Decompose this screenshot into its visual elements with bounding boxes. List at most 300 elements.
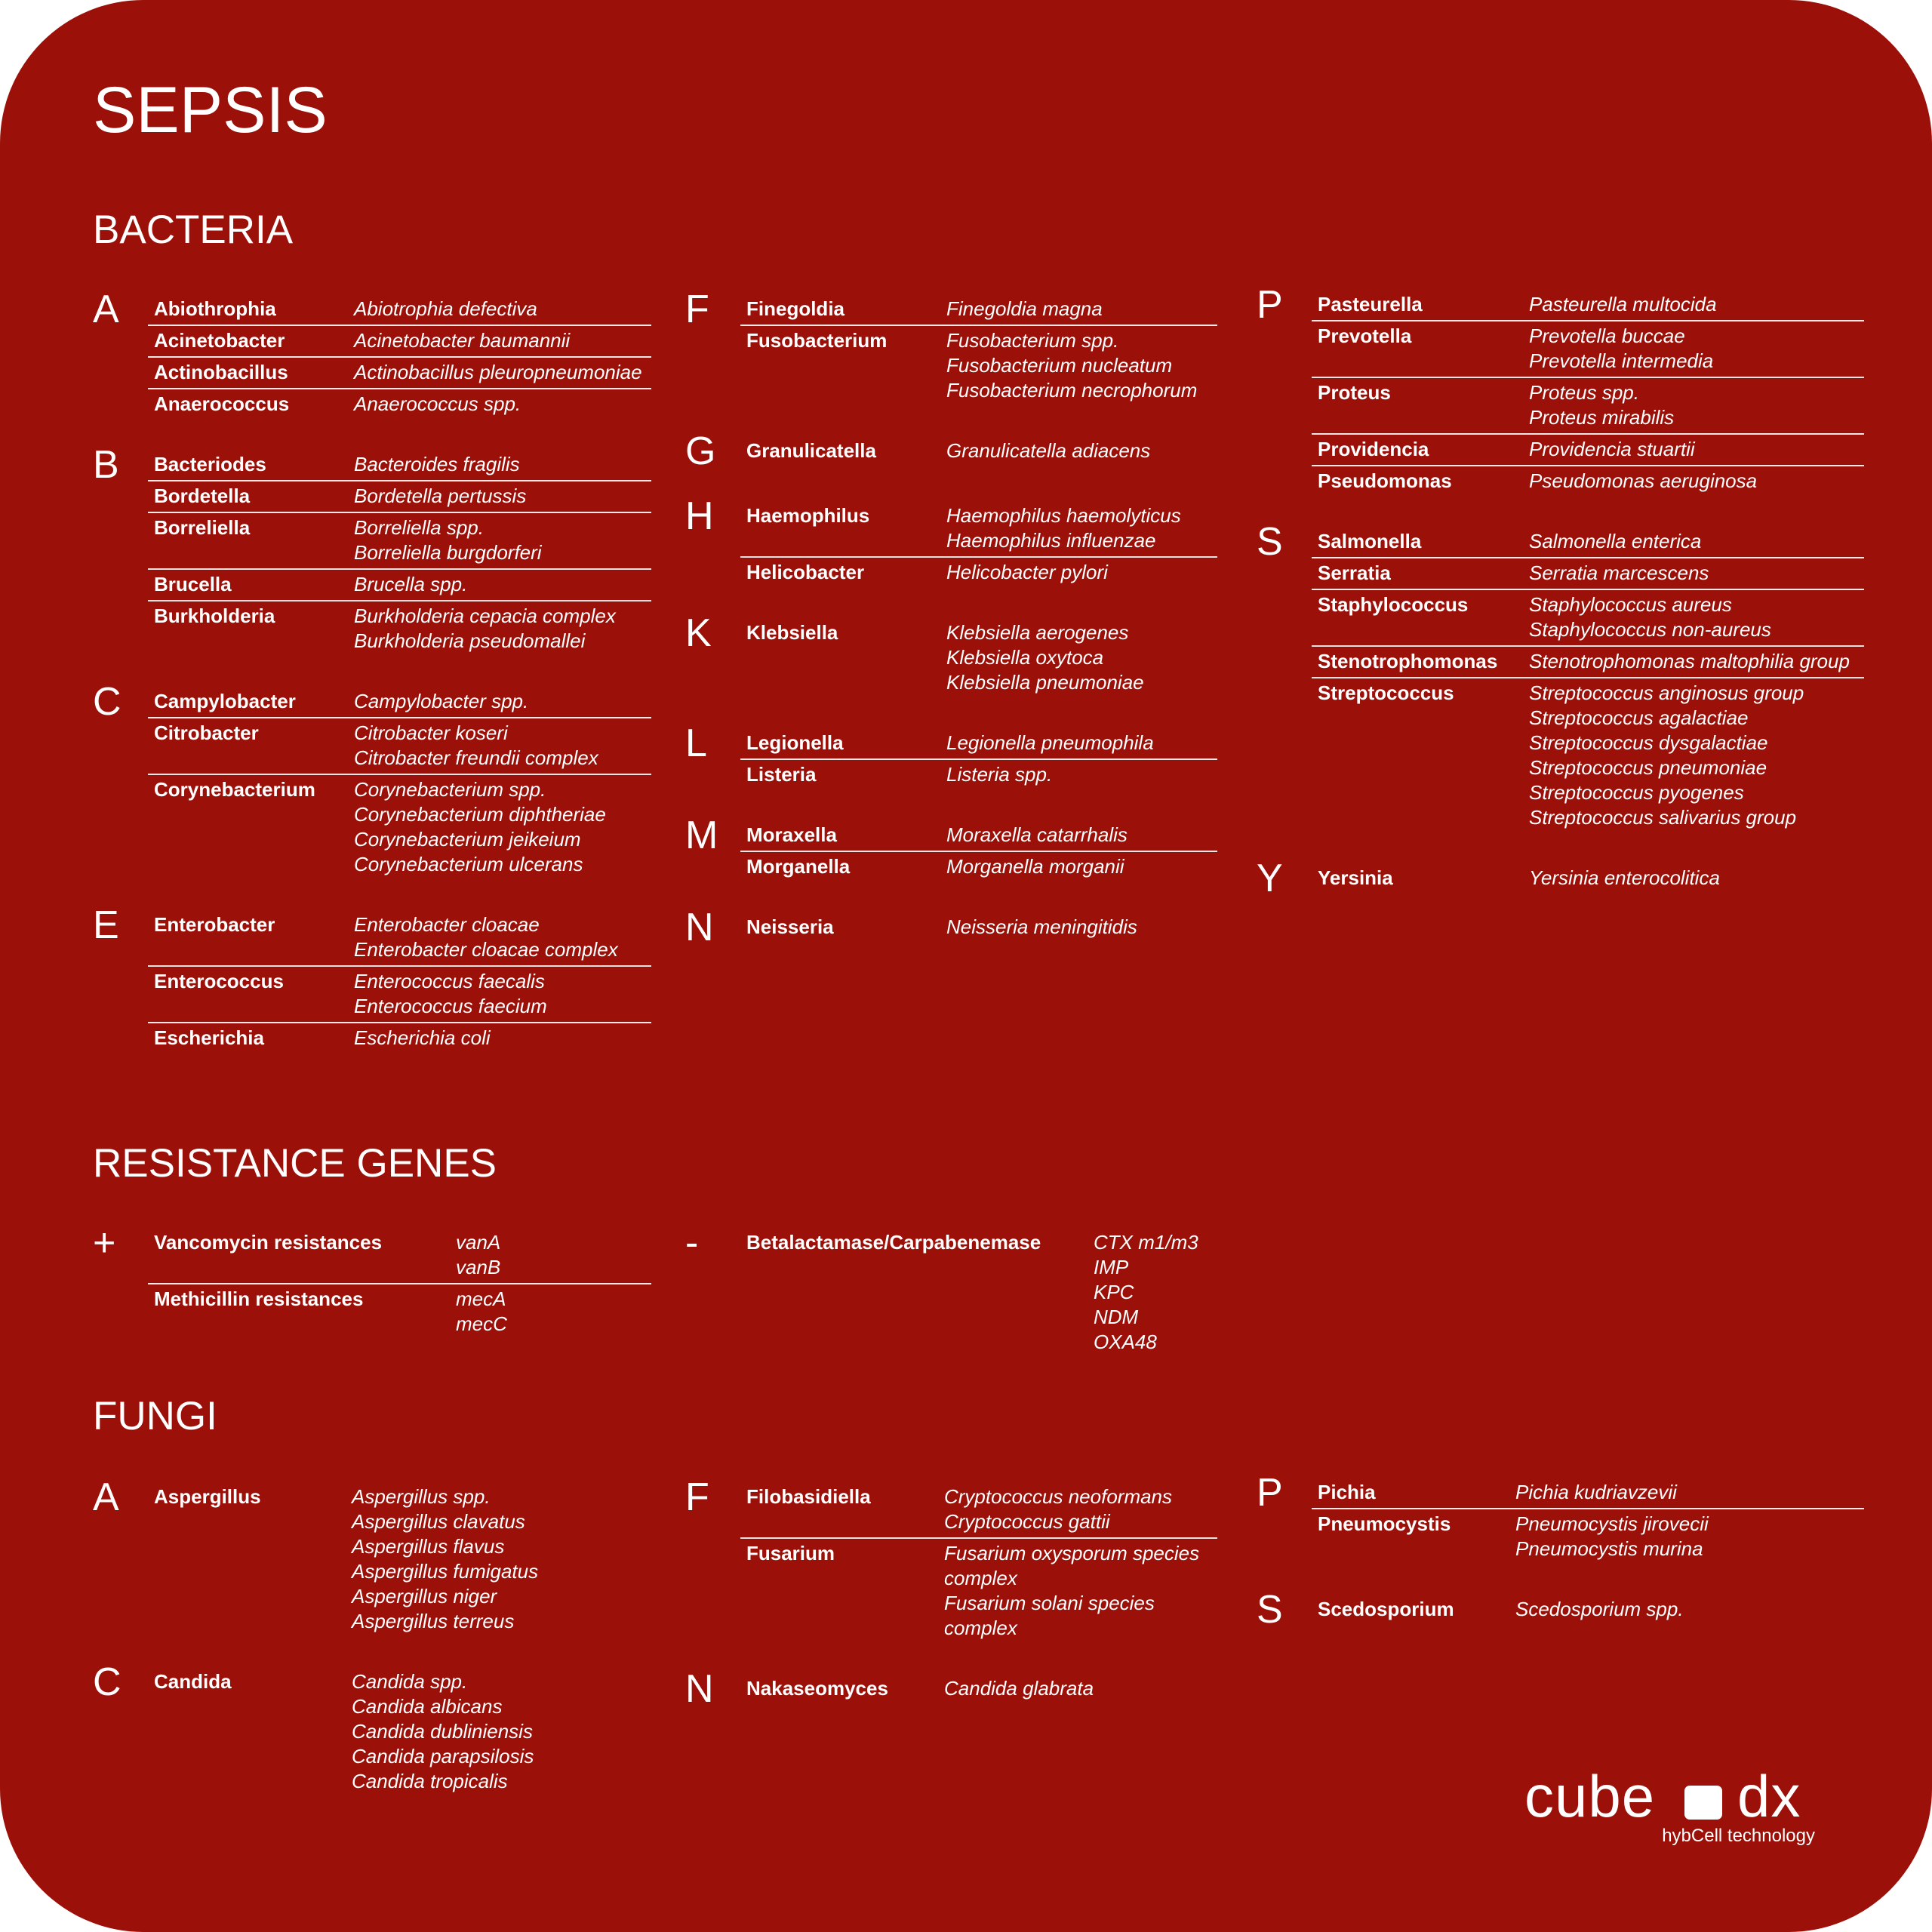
group-letter: S — [1257, 520, 1283, 564]
organism-row — [1312, 1478, 1864, 1509]
organism-list — [148, 450, 651, 657]
organism-row — [148, 967, 651, 1023]
genus-name: Listeria — [746, 763, 817, 786]
organism-list — [1312, 290, 1864, 497]
organism-row — [148, 450, 651, 481]
organism-list — [740, 820, 1217, 882]
genus-name: Fusarium — [746, 1542, 835, 1564]
bacteria-letter-group — [685, 429, 1217, 473]
species-list — [354, 392, 521, 417]
bacteria-letter-group — [93, 680, 651, 880]
organism-row — [1312, 590, 1864, 647]
species-name: Actinobacillus pleuropneumoniae — [354, 361, 642, 383]
genus-name: Haemophilus — [746, 504, 870, 527]
organism-row — [740, 852, 1217, 882]
genus-name: Pasteurella — [1318, 293, 1423, 315]
bacteria-letter-group — [685, 494, 1217, 588]
species-list — [946, 823, 1128, 848]
genus-name: Pneumocystis — [1318, 1512, 1451, 1535]
species-name: Klebsiella oxytoca — [946, 646, 1104, 669]
organism-row — [1312, 1509, 1864, 1564]
species-list — [354, 912, 618, 962]
species-list — [354, 297, 537, 321]
species-list — [354, 777, 606, 877]
species-name: Fusarium solani species — [944, 1592, 1155, 1614]
species-name: Prevotella intermedia — [1529, 349, 1714, 372]
species-list — [354, 572, 467, 597]
species-name: Fusobacterium necrophorum — [946, 379, 1198, 401]
organism-list — [1312, 863, 1864, 894]
fungi-column-3 — [1257, 1471, 1864, 1660]
group-letter: M — [685, 814, 718, 857]
bacteria-letter-group — [1257, 857, 1864, 900]
fungi-column-2 — [685, 1475, 1217, 1739]
genus-name: Finegoldia — [746, 297, 844, 320]
species-name: Klebsiella aerogenes — [946, 621, 1129, 644]
species-name: Candida tropicalis — [352, 1770, 508, 1792]
resistance-section-title: RESISTANCE GENES — [93, 1141, 497, 1186]
genus-name: Escherichia — [154, 1026, 264, 1049]
organism-row — [148, 718, 651, 775]
species-list — [1515, 1597, 1684, 1622]
species-name: Serratia marcescens — [1529, 561, 1709, 584]
organism-list — [740, 1482, 1217, 1644]
species-name: Aspergillus niger — [352, 1585, 497, 1607]
species-name: CTX m1/m3 — [1094, 1231, 1198, 1254]
resistance-column-1 — [93, 1221, 651, 1370]
organism-row — [148, 513, 651, 570]
species-name: Corynebacterium ulcerans — [354, 853, 583, 875]
species-list — [946, 762, 1052, 787]
organism-list — [148, 1482, 651, 1637]
genus-name: Campylobacter — [154, 690, 296, 712]
species-name: Fusarium oxysporum species — [944, 1542, 1200, 1564]
species-name: Candida spp. — [352, 1670, 468, 1693]
genus-name: Stenotrophomonas — [1318, 650, 1498, 672]
organism-list — [740, 294, 1217, 406]
genus-name: Betalactamase/Carpabenemase — [746, 1231, 1041, 1254]
species-list — [354, 360, 642, 385]
bacteria-letter-group — [93, 443, 651, 657]
bacteria-letter-group — [685, 814, 1217, 882]
group-letter: C — [93, 680, 122, 724]
fungi-letter-group — [1257, 1471, 1864, 1564]
species-name: Enterococcus faecalis — [354, 970, 545, 992]
species-name: Cryptococcus gattii — [944, 1510, 1110, 1533]
species-name: mecA — [456, 1287, 506, 1310]
species-list — [1529, 324, 1713, 374]
species-name: Candida glabrata — [944, 1677, 1094, 1700]
genus-name: Candida — [154, 1670, 232, 1693]
resistance-letter-group — [93, 1221, 651, 1340]
species-name: Enterococcus faecium — [354, 995, 547, 1017]
species-list — [354, 484, 526, 509]
species-list — [352, 1484, 538, 1634]
species-name: Streptococcus pneumoniae — [1529, 756, 1767, 779]
species-list — [1515, 1480, 1677, 1505]
group-letter: A — [93, 288, 119, 331]
species-name: Fusobacterium nucleatum — [946, 354, 1173, 377]
group-letter: A — [93, 1475, 119, 1519]
organism-row — [1312, 527, 1864, 558]
fungi-column-1 — [93, 1475, 651, 1827]
genus-name: Bordetella — [154, 485, 251, 507]
genus-name: Scedosporium — [1318, 1598, 1454, 1620]
organism-row — [148, 1023, 651, 1054]
logo-square-dot-icon — [1684, 1786, 1722, 1820]
species-name: vanB — [456, 1256, 501, 1278]
organism-list — [148, 910, 651, 1054]
organism-row — [1312, 863, 1864, 894]
species-list — [946, 731, 1154, 755]
species-name: Streptococcus salivarius group — [1529, 806, 1797, 829]
genus-name: Filobasidiella — [746, 1485, 871, 1508]
genus-name: Streptococcus — [1318, 681, 1454, 704]
resistance-column-2 — [685, 1221, 1217, 1388]
species-list — [1529, 292, 1717, 317]
organism-list — [148, 687, 651, 880]
species-name: Bacteroides fragilis — [354, 453, 520, 475]
organism-list — [1312, 1478, 1864, 1564]
species-name: Finegoldia magna — [946, 297, 1103, 320]
genus-name: Moraxella — [746, 823, 837, 846]
group-letter: Y — [1257, 857, 1283, 900]
species-name: Providencia stuartii — [1529, 438, 1695, 460]
species-name: KPC — [1094, 1281, 1134, 1303]
organism-row — [148, 326, 651, 358]
species-name: Citrobacter freundii complex — [354, 746, 598, 769]
organism-row — [740, 760, 1217, 790]
species-name: Campylobacter spp. — [354, 690, 529, 712]
species-list — [456, 1287, 507, 1337]
species-list — [1515, 1512, 1709, 1561]
organism-row — [148, 294, 651, 326]
species-name: Aspergillus terreus — [352, 1610, 515, 1632]
organism-list — [148, 294, 651, 420]
bacteria-letter-group — [685, 611, 1217, 698]
genus-name: Providencia — [1318, 438, 1429, 460]
organism-row — [740, 1228, 1217, 1358]
organism-list — [740, 1674, 1217, 1704]
genus-name: Vancomycin resistances — [154, 1231, 383, 1254]
species-name: Aspergillus fumigatus — [352, 1560, 539, 1583]
species-name: Enterobacter cloacae complex — [354, 938, 618, 961]
organism-row — [148, 481, 651, 513]
genus-name: Aspergillus — [154, 1485, 261, 1508]
species-name: Burkholderia pseudomallei — [354, 629, 586, 652]
organism-list — [740, 436, 1217, 466]
genus-name: Borreliella — [154, 516, 251, 539]
species-name: Corynebacterium spp. — [354, 778, 546, 801]
genus-name: Actinobacillus — [154, 361, 288, 383]
organism-row — [1312, 678, 1864, 833]
logo-wordmark — [1524, 1763, 1801, 1829]
species-name: vanA — [456, 1231, 501, 1254]
organism-row — [740, 1674, 1217, 1704]
genus-name: Methicillin resistances — [154, 1287, 364, 1310]
organism-row — [740, 436, 1217, 466]
logo-brand-right: dx — [1737, 1763, 1801, 1829]
species-list — [1529, 592, 1771, 642]
species-name: Scedosporium spp. — [1515, 1598, 1684, 1620]
species-list — [946, 560, 1108, 585]
species-name: Helicobacter pylori — [946, 561, 1108, 583]
organism-row — [148, 570, 651, 601]
genus-name: Legionella — [746, 731, 844, 754]
organism-row — [1312, 558, 1864, 590]
genus-name: Granulicatella — [746, 439, 876, 462]
species-name: Bordetella pertussis — [354, 485, 527, 507]
species-name: Escherichia coli — [354, 1026, 491, 1049]
species-name: Staphylococcus aureus — [1529, 593, 1732, 616]
species-name: mecC — [456, 1312, 507, 1335]
species-list — [354, 689, 528, 714]
species-name: complex — [944, 1617, 1017, 1639]
species-list — [944, 1676, 1094, 1701]
species-name: Citrobacter koseri — [354, 721, 508, 744]
species-list — [354, 604, 616, 654]
species-name: Yersinia enterocolitica — [1529, 866, 1720, 889]
logo-tagline: hybCell technology — [1662, 1826, 1815, 1846]
species-list — [946, 620, 1144, 695]
species-name: Candida dubliniensis — [352, 1720, 533, 1743]
species-name: Borreliella spp. — [354, 516, 484, 539]
bacteria-letter-group — [1257, 520, 1864, 833]
genus-name: Enterobacter — [154, 913, 275, 936]
genus-name: Acinetobacter — [154, 329, 285, 352]
genus-name: Pseudomonas — [1318, 469, 1452, 492]
species-name: Streptococcus dysgalactiae — [1529, 731, 1768, 754]
organism-row — [740, 728, 1217, 760]
fungi-letter-group — [1257, 1588, 1864, 1632]
species-list — [1094, 1230, 1198, 1355]
genus-name: Serratia — [1318, 561, 1391, 584]
species-list — [1529, 469, 1757, 494]
genus-name: Salmonella — [1318, 530, 1422, 552]
species-name: Fusobacterium spp. — [946, 329, 1119, 352]
species-list — [1529, 561, 1709, 586]
species-name: Enterobacter cloacae — [354, 913, 540, 936]
fungi-letter-group — [685, 1475, 1217, 1644]
bacteria-letter-group — [685, 288, 1217, 406]
group-letter: E — [93, 903, 119, 947]
fungi-letter-group — [93, 1475, 651, 1637]
group-letter: - — [685, 1221, 699, 1265]
species-name: Aspergillus flavus — [352, 1535, 505, 1558]
species-name: Moraxella catarrhalis — [946, 823, 1128, 846]
genus-name: Pichia — [1318, 1481, 1376, 1503]
species-name: Anaerococcus spp. — [354, 392, 521, 415]
group-letter: B — [93, 443, 119, 487]
genus-name: Proteus — [1318, 381, 1391, 404]
page-title: SEPSIS — [93, 74, 328, 146]
organism-row — [740, 294, 1217, 326]
species-name: Borreliella burgdorferi — [354, 541, 542, 564]
species-name: Abiotrophia defectiva — [354, 297, 537, 320]
organism-list — [740, 618, 1217, 698]
organism-list — [740, 912, 1217, 943]
species-list — [352, 1669, 534, 1794]
resistance-letter-group — [685, 1221, 1217, 1358]
group-letter: C — [93, 1660, 122, 1704]
genus-name: Enterococcus — [154, 970, 284, 992]
species-list — [946, 297, 1103, 321]
genus-name: Yersinia — [1318, 866, 1393, 889]
group-letter: S — [1257, 1588, 1283, 1632]
group-letter: P — [1257, 283, 1283, 327]
species-list — [354, 452, 520, 477]
species-name: Acinetobacter baumannii — [354, 329, 571, 352]
group-letter: F — [685, 1475, 709, 1519]
bacteria-letter-group — [1257, 283, 1864, 497]
organism-row — [1312, 290, 1864, 321]
species-name: Neisseria meningitidis — [946, 915, 1137, 938]
organism-list — [148, 1228, 651, 1340]
species-name: Prevotella buccae — [1529, 325, 1685, 347]
organism-row — [148, 1284, 651, 1340]
organism-row — [740, 912, 1217, 943]
organism-row — [148, 358, 651, 389]
species-name: Proteus mirabilis — [1529, 406, 1675, 429]
species-name: OXA48 — [1094, 1331, 1157, 1353]
genus-name: Nakaseomyces — [746, 1677, 888, 1700]
organism-row — [148, 1667, 651, 1797]
species-name: Streptococcus anginosus group — [1529, 681, 1804, 704]
genus-name: Klebsiella — [746, 621, 838, 644]
species-list — [354, 969, 547, 1019]
group-letter: P — [1257, 1471, 1283, 1515]
group-letter: + — [93, 1221, 116, 1265]
species-name: IMP — [1094, 1256, 1129, 1278]
species-list — [946, 328, 1197, 403]
genus-name: Bacteriodes — [154, 453, 266, 475]
cubedx-logo — [1524, 1763, 1815, 1872]
organism-row — [1312, 1595, 1864, 1625]
species-list — [944, 1484, 1172, 1534]
species-name: Cryptococcus neoformans — [944, 1485, 1173, 1508]
organism-list — [740, 728, 1217, 790]
organism-row — [740, 1482, 1217, 1539]
species-list — [946, 854, 1124, 879]
organism-row — [1312, 435, 1864, 466]
genus-name: Burkholderia — [154, 605, 275, 627]
species-name: Haemophilus influenzae — [946, 529, 1156, 552]
fungi-letter-group — [685, 1667, 1217, 1711]
species-list — [1529, 380, 1674, 430]
organism-row — [148, 1482, 651, 1637]
species-name: Salmonella enterica — [1529, 530, 1702, 552]
group-letter: K — [685, 611, 712, 655]
organism-row — [148, 1228, 651, 1284]
bacteria-letter-group — [93, 903, 651, 1054]
bacteria-letter-group — [93, 288, 651, 420]
genus-name: Abiothrophia — [154, 297, 276, 320]
genus-name: Neisseria — [746, 915, 834, 938]
organism-list — [740, 1228, 1217, 1358]
organism-row — [740, 820, 1217, 852]
species-list — [1529, 681, 1804, 830]
organism-row — [740, 618, 1217, 698]
genus-name: Fusobacterium — [746, 329, 888, 352]
organism-row — [740, 501, 1217, 558]
genus-name: Anaerococcus — [154, 392, 290, 415]
genus-name: Helicobacter — [746, 561, 865, 583]
organism-row — [1312, 321, 1864, 378]
species-name: Stenotrophomonas maltophilia group — [1529, 650, 1850, 672]
logo-brand-left: cube — [1524, 1763, 1656, 1829]
fungi-section-title: FUNGI — [93, 1394, 217, 1438]
species-list — [946, 438, 1150, 463]
species-name: Brucella spp. — [354, 573, 468, 595]
species-name: Morganella morganii — [946, 855, 1124, 878]
fungi-letter-group — [93, 1660, 651, 1797]
species-name: Pseudomonas aeruginosa — [1529, 469, 1758, 492]
group-letter: H — [685, 494, 714, 538]
species-name: Pichia kudriavzevii — [1515, 1481, 1677, 1503]
species-list — [354, 328, 570, 353]
organism-row — [148, 910, 651, 967]
organism-row — [1312, 466, 1864, 497]
genus-name: Corynebacterium — [154, 778, 315, 801]
species-list — [1529, 437, 1695, 462]
species-name: Candida albicans — [352, 1695, 503, 1718]
organism-row — [740, 1539, 1217, 1644]
organism-row — [1312, 378, 1864, 435]
organism-list — [1312, 527, 1864, 833]
group-letter: N — [685, 906, 714, 949]
species-list — [354, 1026, 491, 1051]
bacteria-column-2 — [685, 288, 1217, 977]
genus-name: Citrobacter — [154, 721, 259, 744]
species-name: Staphylococcus non-aureus — [1529, 618, 1771, 641]
organism-list — [740, 501, 1217, 588]
bacteria-section-title: BACTERIA — [93, 208, 294, 252]
species-name: Listeria spp. — [946, 763, 1053, 786]
bacteria-column-3 — [1257, 283, 1864, 928]
species-list — [946, 915, 1137, 940]
species-list — [944, 1541, 1199, 1641]
species-name: Candida parapsilosis — [352, 1745, 534, 1767]
species-name: Burkholderia cepacia complex — [354, 605, 616, 627]
group-letter: N — [685, 1667, 714, 1711]
species-name: Streptococcus agalactiae — [1529, 706, 1749, 729]
organism-row — [148, 687, 651, 718]
organism-row — [148, 601, 651, 657]
species-name: Pasteurella multocida — [1529, 293, 1717, 315]
species-list — [354, 721, 598, 771]
group-letter: L — [685, 721, 707, 765]
species-list — [354, 515, 542, 565]
species-name: NDM — [1094, 1306, 1139, 1328]
group-letter: F — [685, 288, 709, 331]
genus-name: Morganella — [746, 855, 851, 878]
species-name: Legionella pneumophila — [946, 731, 1154, 754]
species-name: Proteus spp. — [1529, 381, 1639, 404]
organism-list — [148, 1667, 651, 1797]
genus-name: Staphylococcus — [1318, 593, 1469, 616]
bacteria-letter-group — [685, 906, 1217, 949]
species-name: Corynebacterium jeikeium — [354, 828, 581, 851]
species-name: Corynebacterium diphtheriae — [354, 803, 606, 826]
organism-row — [740, 558, 1217, 588]
species-name: Pneumocystis jirovecii — [1515, 1512, 1709, 1535]
group-letter: G — [685, 429, 716, 473]
species-name: complex — [944, 1567, 1017, 1589]
species-name: Aspergillus clavatus — [352, 1510, 525, 1533]
organism-list — [1312, 1595, 1864, 1625]
species-list — [1529, 866, 1720, 891]
organism-row — [740, 326, 1217, 406]
